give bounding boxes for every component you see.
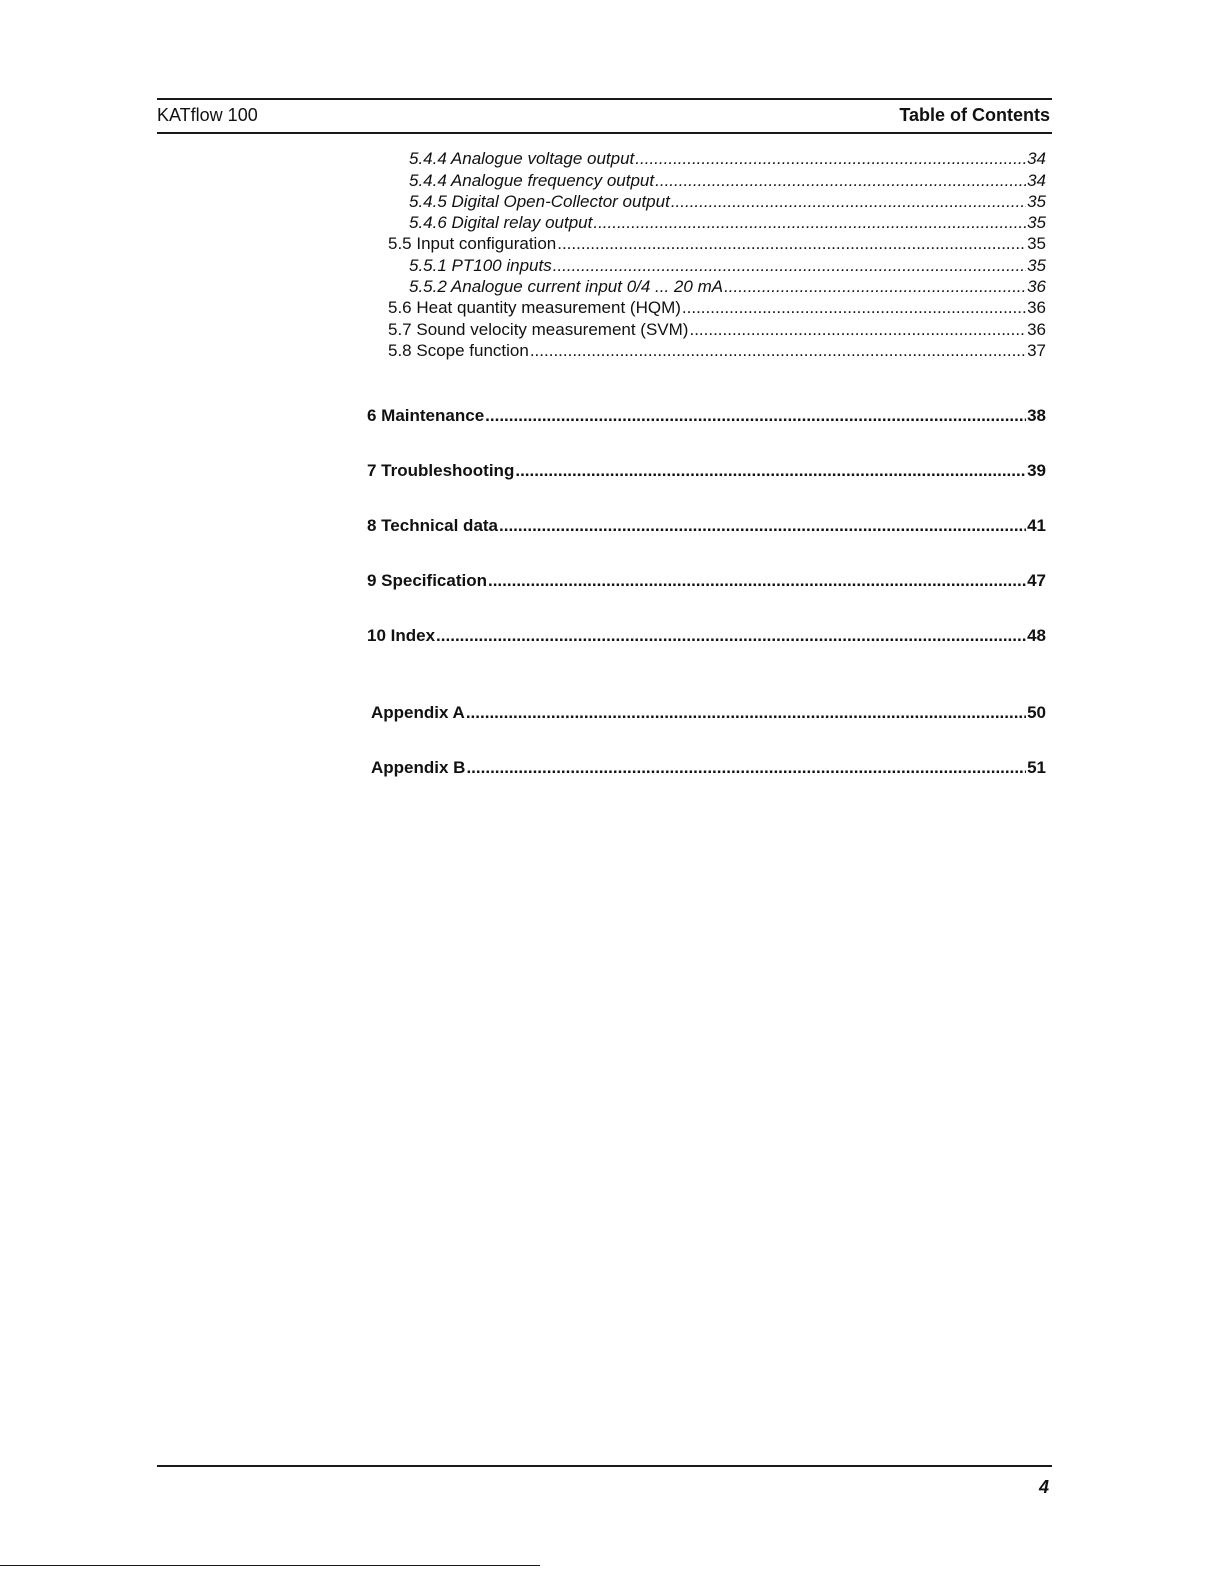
toc-entry-page: 36	[1027, 320, 1046, 339]
toc-entry[interactable]	[409, 191, 1046, 212]
header-product-name: KATflow 100	[157, 105, 258, 125]
toc-leader	[682, 297, 1026, 318]
toc-entry-title: Appendix A	[371, 703, 465, 722]
toc-leader	[724, 276, 1026, 297]
toc-entry[interactable]	[388, 340, 1046, 361]
toc-entry[interactable]	[371, 702, 1046, 723]
toc-leader	[488, 570, 1026, 591]
toc-entry[interactable]	[409, 276, 1046, 297]
toc-entry-title: 9 Specification	[367, 571, 487, 590]
toc-entry-page: 35	[1027, 256, 1046, 275]
toc-leader	[593, 212, 1026, 233]
toc-leader	[557, 233, 1026, 254]
toc-entry[interactable]	[388, 319, 1046, 340]
toc-leader	[530, 340, 1026, 361]
toc-entry-page: 37	[1027, 341, 1046, 360]
toc-entry-title: 5.4.4 Analogue voltage output	[409, 149, 635, 168]
toc-entry-page: 35	[1027, 213, 1046, 232]
toc-entry[interactable]	[367, 625, 1046, 646]
toc-entry-title: 10 Index	[367, 626, 436, 645]
toc-entry[interactable]	[367, 460, 1046, 481]
toc-entry-title: 5.4.5 Digital Open-Collector output	[409, 192, 670, 211]
toc-entry-title: 5.7 Sound velocity measurement (SVM)	[388, 320, 689, 339]
toc-entry-page: 39	[1027, 461, 1046, 480]
toc-entry-page: 36	[1027, 277, 1046, 296]
toc-entry[interactable]	[367, 515, 1046, 536]
footer-rule	[157, 1465, 1052, 1467]
toc-entry[interactable]	[409, 212, 1046, 233]
toc-entry[interactable]	[409, 255, 1046, 276]
toc-entry-page: 35	[1027, 234, 1046, 253]
toc-entry[interactable]	[367, 405, 1046, 426]
toc-entry-title: 5.8 Scope function	[388, 341, 529, 360]
toc-entry-page: 38	[1027, 406, 1046, 425]
header-section-title: Table of Contents	[899, 105, 1050, 125]
toc-entry[interactable]	[367, 570, 1046, 591]
header-rule-top	[157, 98, 1052, 100]
toc-entry-page: 50	[1027, 703, 1046, 722]
toc-leader	[635, 148, 1026, 169]
toc-leader	[655, 170, 1026, 191]
toc-entry-title: 5.4.4 Analogue frequency output	[409, 171, 655, 190]
toc-leader	[485, 405, 1026, 426]
toc-entry-page: 41	[1027, 516, 1046, 535]
toc-leader	[553, 255, 1026, 276]
page-bottom-edge-rule	[0, 1565, 540, 1566]
toc-entry-page: 48	[1027, 626, 1046, 645]
toc-entry[interactable]	[388, 233, 1046, 254]
toc-leader	[436, 625, 1026, 646]
toc-entry-title: 5.4.6 Digital relay output	[409, 213, 593, 232]
toc-leader	[466, 702, 1026, 723]
toc-entry-title: 6 Maintenance	[367, 406, 485, 425]
toc-entry-title: 7 Troubleshooting	[367, 461, 515, 480]
page-number: 4	[1038, 1477, 1049, 1497]
toc-entry-title: 5.5 Input configuration	[388, 234, 557, 253]
toc-entry-title: 5.5.1 PT100 inputs	[409, 256, 552, 275]
toc-leader	[515, 460, 1026, 481]
header-rule-bottom	[157, 132, 1052, 134]
toc-entry-page: 34	[1027, 171, 1046, 190]
toc-entry[interactable]	[371, 757, 1046, 778]
toc-leader	[499, 515, 1026, 536]
toc-entry-title: 5.5.2 Analogue current input 0/4 ... 20 mA	[409, 277, 724, 296]
toc-entry-title: Appendix B	[371, 758, 466, 777]
toc-entry-page: 51	[1027, 758, 1046, 777]
toc-entry-title: 5.6 Heat quantity measurement (HQM)	[388, 298, 681, 317]
toc-leader	[671, 191, 1026, 212]
toc-entry[interactable]	[409, 148, 1046, 169]
toc-entry-page: 36	[1027, 298, 1046, 317]
toc-entry-page: 47	[1027, 571, 1046, 590]
toc-entry[interactable]	[388, 297, 1046, 318]
toc-entry-title: 8 Technical data	[367, 516, 499, 535]
toc-entry-page: 34	[1027, 149, 1046, 168]
toc-leader	[689, 319, 1026, 340]
toc-entry[interactable]	[409, 170, 1046, 191]
toc-entry-page: 35	[1027, 192, 1046, 211]
toc-leader	[466, 757, 1026, 778]
